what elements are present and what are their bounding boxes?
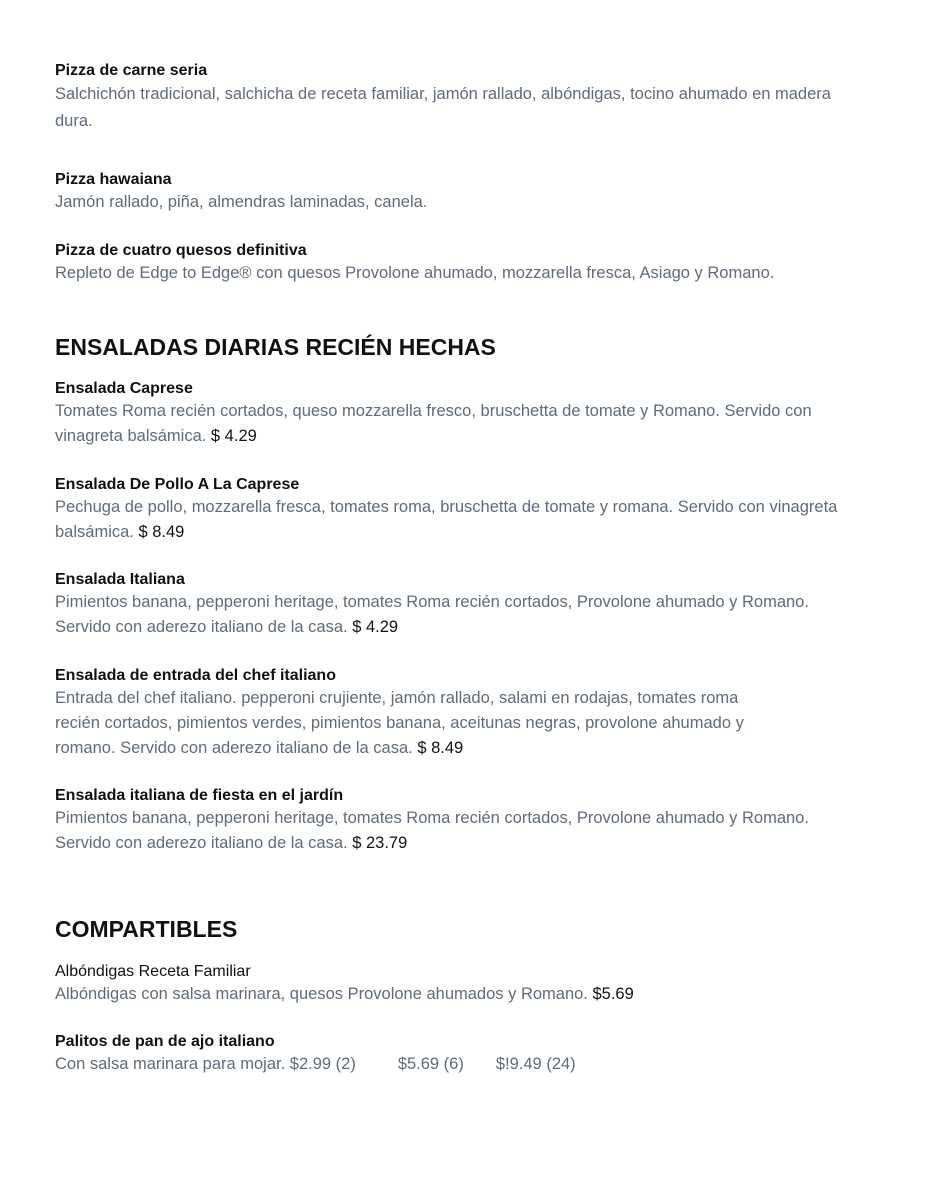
item-description: Salchichón tradicional, salchicha de receta familiar, jamón rallado, albóndigas, tocino ahumado en madera dura. [55,85,831,130]
menu-item-pizza-carne-seria [55,61,875,135]
item-title: Ensalada Italiana [55,571,185,588]
item-description [55,982,875,1007]
item-title: Palitos de pan de ajo italiano [55,1033,275,1050]
item-title: Ensalada de entrada del chef italiano [55,667,336,684]
menu-item-albondigas [55,962,875,1007]
item-description-text: Pimientos banana, pepperoni heritage, tomates Roma recién cortados, Provolone ahumado y Romano. Servido con aderezo italiano de la casa. [55,593,809,636]
item-description [55,806,825,856]
item-price: $ 4.29 [352,618,399,636]
item-title: Ensalada De Pollo A La Caprese [55,476,300,493]
item-description-text: Tomates Roma recién cortados, queso mozzarella fresco, bruschetta de tomate y Romano. Servido con vinagreta balsámica. [55,402,812,445]
item-price: $ 8.49 [417,739,464,757]
section-heading-shareables: COMPARTIBLES [55,916,238,942]
item-description [55,399,875,449]
menu-item-ensalada-fiesta-jardin [55,786,875,856]
menu-item-ensalada-italiana [55,570,875,640]
item-description-text: Con salsa marinara para mojar. $2.99 (2) [55,1055,356,1073]
item-title: Ensalada italiana de fiesta en el jardín [55,787,344,804]
menu-item-pizza-hawaiana [55,170,875,215]
item-title: Albóndigas Receta Familiar [55,963,251,980]
item-description-text: romano. Servido con aderezo italiano de la casa. [55,739,413,757]
item-description [55,736,875,761]
item-title: Pizza de carne seria [55,62,208,79]
menu-item-palitos-pan-ajo [55,1032,875,1077]
menu-item-ensalada-pollo-caprese [55,475,875,545]
item-description [55,1052,875,1077]
item-price: $ 4.29 [210,427,257,445]
item-price: $ 23.79 [352,834,408,852]
item-title: Pizza hawaiana [55,171,172,188]
item-description-main: Entrada del chef italiano. pepperoni crujiente, jamón rallado, salami en rodajas, tomates roma recién cortados, pimientos verdes, pimientos banana, aceitunas negras, provolone ahumado y [55,689,744,732]
menu-item-ensalada-chef-italiano [55,666,875,761]
item-description: Jamón rallado, piña, almendras laminadas, canela. [55,193,428,211]
menu-item-ensalada-caprese [55,379,875,449]
item-price-24: $!9.49 (24) [495,1055,576,1073]
item-price: $5.69 [592,985,634,1003]
item-description-text: Pechuga de pollo, mozzarella fresca, tomates roma, bruschetta de tomate y romana. Servido con vinagreta balsámica. [55,498,838,541]
item-price-6: $5.69 (6) [397,1055,464,1073]
item-description [55,495,875,545]
item-description: Repleto de Edge to Edge® con quesos Provolone ahumado, mozzarella fresca, Asiago y Romano. [55,264,775,282]
section-heading-salads: ENSALADAS DIARIAS RECIÉN HECHAS [55,334,496,360]
item-title: Ensalada Caprese [55,380,193,397]
menu-item-pizza-cuatro-quesos [55,241,875,286]
item-description [55,590,825,640]
item-price: $ 8.49 [138,523,185,541]
item-title: Pizza de cuatro quesos definitiva [55,242,307,259]
item-description-text: Albóndigas con salsa marinara, quesos Provolone ahumados y Romano. [55,985,588,1003]
item-description-text: Pimientos banana, pepperoni heritage, tomates Roma recién cortados, Provolone ahumado y Romano. Servido con aderezo italiano de la casa. [55,809,809,852]
